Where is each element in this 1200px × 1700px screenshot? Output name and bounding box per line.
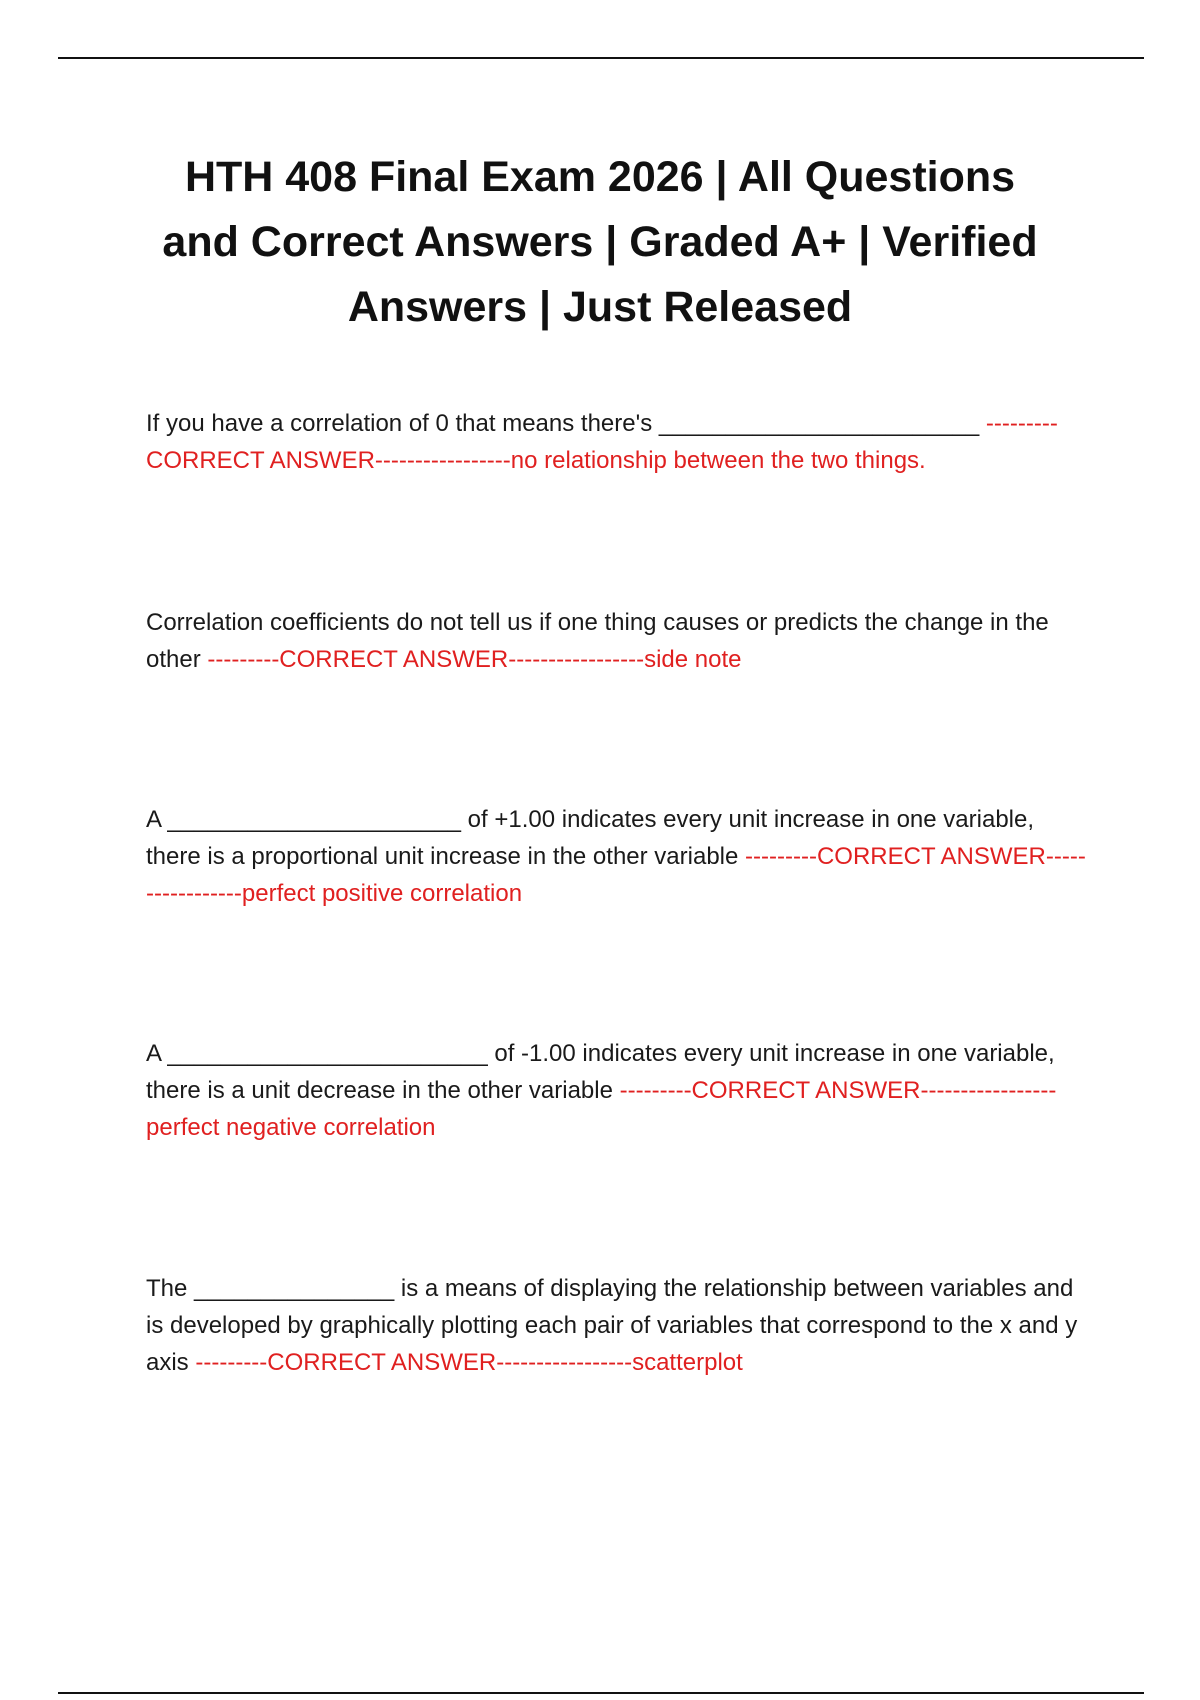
answer-text: ---------CORRECT ANSWER-----------------scatterplot [195, 1349, 743, 1376]
qa-item [146, 1270, 1086, 1381]
qa-item [146, 405, 1086, 479]
answer-text: ---------CORRECT ANSWER-----------------perfect negative correlation [146, 1077, 1057, 1141]
footer-rule [58, 1692, 1144, 1694]
question-text: If you have a correlation of 0 that means there's ________________________ [146, 410, 986, 437]
qa-item [146, 801, 1086, 912]
question-text: A ______________________ of +1.00 indicates every unit increase in one variable, there is a proportional unit increase in the other variable [146, 806, 1035, 870]
question-text: The _______________ is a means of displaying the relationship between variables and is developed by graphically plotting each pair of variables that correspond to the x and y axis [146, 1275, 1078, 1376]
question-text: A ________________________ of -1.00 indicates every unit increase in one variable, there is a unit decrease in the other variable [146, 1040, 1055, 1104]
answer-text: ---------CORRECT ANSWER-----------------perfect positive correlation [146, 843, 1086, 907]
answer-text: ---------CORRECT ANSWER-----------------no relationship between the two things. [146, 410, 1058, 474]
answer-text: ---------CORRECT ANSWER-----------------side note [207, 646, 742, 673]
question-text: Correlation coefficients do not tell us if one thing causes or predicts the change in the other [146, 609, 1049, 673]
header-rule [58, 57, 1144, 59]
document-title: HTH 408 Final Exam 2026 | All Questions and Correct Answers | Graded A+ | Verified Answers | Just Released [162, 153, 1038, 331]
qa-item [146, 604, 1086, 678]
qa-item [146, 1035, 1086, 1146]
